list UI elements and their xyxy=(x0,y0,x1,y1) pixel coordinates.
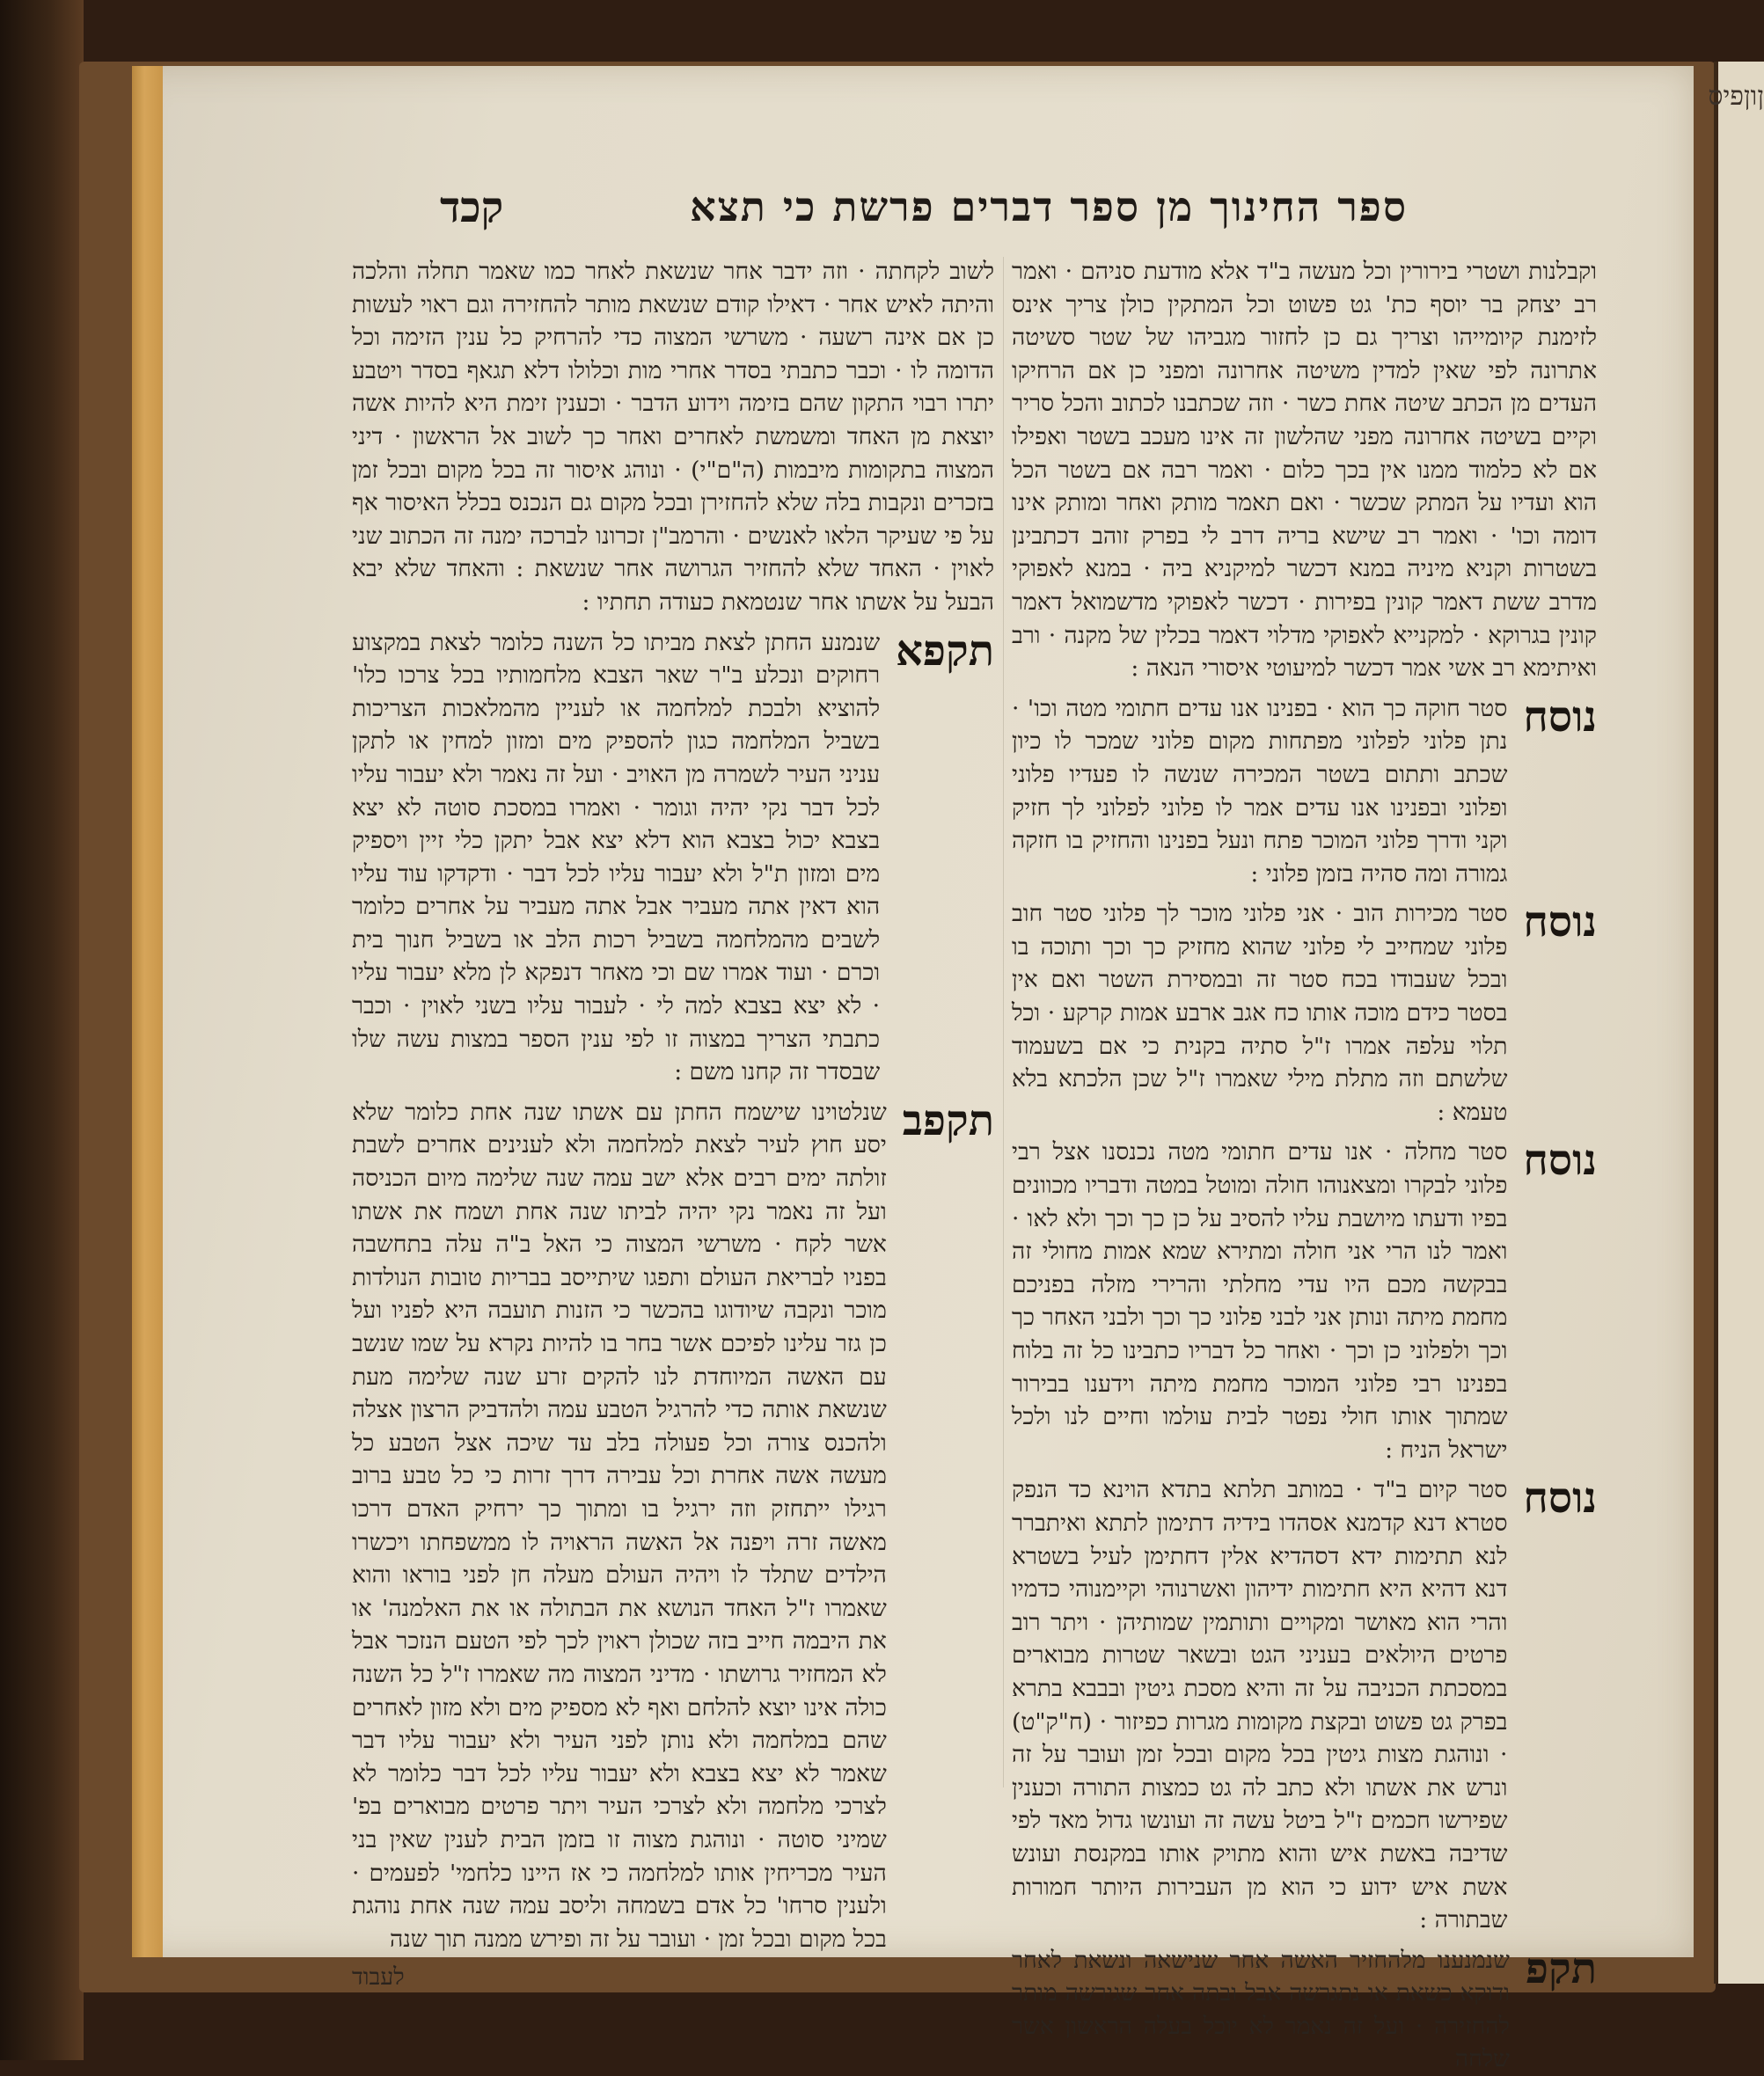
left-column-intro: לשוב לקחתה · וזה ידבר אחר שנשאת לאחר כמו שאמר תחלה והלכה והיתה לאיש אחר · דאילו קודם שנשאת מותר להחזירה וגם ראוי לעשות כן אם אינה רשעה · משרשי המצוה כדי להרחיק כל ענין הזימה וכל הדומה לו · וכבר כתבתי בסדר אחרי מות וכלולו דלא תגאף בסדר ויטבע יתרו רבוי התקון שהם בזימה וידוע הדבר · וכענין זימת היא להיות אשה יוצאת מן האחד ומשמשת לאחרים ואחר כך לשוב אל הראשון · דיני המצוה בתקומות מיבמות (ה"ם"י) · ונוהג איסור זה בכל מקום ובכל זמן בזכרים ונקבות בלה שלא להחזירן ובכל מקום גם הנכנס בכלל האיסור אף על פי שעיקר הלאו לאנשים · והרמב"ן זכרונו לברכה ימנה זה הכתוב שני לאוין · האחד שלא להחזיר הגרושה אחר שנשאת : והאחד שלא יבא הבעל על אשתו אחר שנטמאת כעודה תחתיו : xyxy=(352,258,994,616)
running-title: ספר החינוך מן ספר דברים פרשת כי תצא xyxy=(690,183,1408,230)
entry-heading: נוסח xyxy=(1523,691,1597,742)
entry-text: סטר חוקה כך הוא · בפנינו אנו עדים חתומי מטה וכו' · נתן פלוני לפלוני מפתחות מקום פלוני שמכר לו כיון שכתב ותתום בשטר המכירה שנשה לו פעדיו פלוני ופלוני ובפנינו אנו עדים אמר לו פלוני לפלוני לך חזיק וקני ודרך פלוני המוכר פתח ונעל בפנינו והחזיק בו חזקה גמורה ומה סהיה בזמן פלוני : xyxy=(1012,694,1508,888)
text-entry xyxy=(1012,1136,1597,1466)
entry-text: שנמנענו מלהחזיר האשה אחר שנישאה ונשאת לאחר ודוקא כשאת או נתגרשה אבל ובתה אחר שגירשה מותר להחזירה · ועל זה נאמר לא יוכל בעלה הראשון אשר שלחה xyxy=(1012,1946,1510,2073)
entry-text: שנמנע החתן לצאת מביתו כל השנה כלומר לצאת במקצוע רחוקים ונכלע ב"ר שאר הצבא מלחמותיו בכל צרכו כלו' להוציא ולבכת למלחמה או לעניין מהמלאכות הצריכות בשביל המלחמה כגון להספיק מים ומזון למחין או לתקן עניני העיר לשמרה מן האויב · ועל זה נאמר ולא יעבור עליו לכל דבר נקי יהיה וגומר · ואמרו במסכת סוטה לא יצא בצבא יכול בצבא הוא דלא יצא אבל יתקן כלי זיין ויספיק מים ומזון ת"ל ולא יעבור עליו לכל דבר · ודקדקו עוד עליו הוא דאין אתה מעביר אבל אתה מעביר על אחרים כלומר לשבים מהמלחמה בשביל רכות הלב או בשביל חנוך בית וכרם · ועוד אמרו שם וכי מאחר דנפקא לן מלא יעבור עליו · לא יצא בצבא למה לי · לעבור עליו בשני לאוין · וכבר כתבתי הצריך במצוה זו לפי ענין הספר במצות עשה שלו שבסדר זה קחנו משם : xyxy=(352,628,881,1086)
text-entry xyxy=(1012,897,1597,1129)
entry-heading: נוסח xyxy=(1523,1136,1597,1186)
entry-text: סטר מחלה · אנו עדים חתומי מטה נכנסנו אצל רבי פלוני לבקרו ומצאנוהו חולה ומוטל במטה ודבריו מכוונים בפיו ודעתו מיושבת עליו להסיב על כן כך וכך ולא לאו · ואמר לנו הרי אני חולה ומתירא שמא אמות מחולי זה בבקשה מכם היו עדי מחלתי והרירי מזלה בפניכם מחמת מיתה ונותן אני לבני פלוני כך וכך ולבני האחר כך וכך ולפלוני כן וכך · ואחר כל דבריו כתבינו כל זה בלוח בפנינו רבי פלוני המוכר מחמת מיתה וידענו בבירור שמתוך אותו חולי נפטר לבית עולמו וחיים לנו ולכל ישראל הניח : xyxy=(1012,1138,1508,1464)
book-cover-edge xyxy=(0,0,84,2060)
entry-text: סטר קיום ב"ד · במותב תלתא בתדא הוינא כד הנפק סטרא דנא קדמנא אסהדו בידיה דתימון לתתא ואיתברר לנא תתימות ידא דסהדיא אלין דחתימן לעיל בשטרא דנא דהיא היא חתימות ידיהון ואשרנוהי וקיימנוהי כדמיו והרי הוא מאושר ומקויים ותותמין שמותיהן · ויתר רוב פרטים היולאים בעניני הגט ובשאר שטרות מבוארים במסכתת הכניבה על זה והיא מסכת גיטין ובבבא בתרא בפרק גט פשוט ובקצת מקומות מגרות כפיזור · (ח"ק"ט) · ונוהגת מצות גיטין בכל מקום ובכל זמן ועובר על זה ונרש את אשתו ולא כתב לה גט כמצות התורה וכענין שפירשו חכמים ז"ל ביטל עשה זה ועונשו גדול מאד לפי שדיבה באשת איש והוא מתויק אותו במקנסת ועונש אשת איש ידוע כי הוא מן העבירות היותר חמורות שבתורה : xyxy=(1012,1476,1508,1934)
entry-heading: תקפ xyxy=(1525,1943,1597,1993)
catchword: לעבוד xyxy=(352,1963,405,1992)
text-entry xyxy=(1012,692,1597,891)
text-entry xyxy=(1012,1473,1597,1936)
right-column-intro: וקבלנות ושטרי בירורין וכל מעשה ב"ד אלא מודעת סניהם · ואמר רב יצחק בר יוסף כת' גט פשוט וכל המתקין כולן צריך אינס לזימנת קיומייהו וצריך גם כן לחזור מגביהו של שטר סשיטה אתרונה לפי שאין למדין משיטה אחרונה ומפני כן אם הרחיקו העדים מן הכתב שיטה אחת כשר · וזה שכתבנו לכתוב והכל סריר וקיים בשיטה אחרונה מפני שהלשון זה אינו מעכב בשטר ואפילו אם לא כלמוד ממנו אין בכך כלום · ואמר רבה אם בשטר הכל הוא ועדיו על המתק שכשר · ואם תאמר מותק ואחר ומותק אינו דומה וכו' · ואמר רב שישא בריה דרב לי בפרק זוהב דכתבינן בשטרות וקניא מיניה במנא דכשר למיקניא ביה · במנא לאפוקי מדרב ששת דאמר קונין בפירות · דכשר לאפוקי מדשמואל דאמר קונין בגרוקא · למקנייא לאפוקי מדלוי דאמר בכלין של מקנה · ורב ואיתימא רב אשי אמר דכשר למיעוטי איסורי הנאה : xyxy=(1012,258,1597,683)
column-divider xyxy=(1003,257,1004,1787)
entry-heading: נוסח xyxy=(1523,1473,1597,1524)
next-page-edge xyxy=(1708,62,1764,1984)
folio-number: קכד xyxy=(440,183,504,232)
right-column xyxy=(1012,255,1597,2073)
entry-heading: תקפא xyxy=(896,625,994,676)
entry-text: שנלטוינו שישמח החתן עם אשתו שנה אחת כלומר שלא יסע חוץ לעיר לצאת למלחמה ולא לענינים אחרים לשבת זולתה ימים רבים אלא ישב עמה שנה שלימה מיום הכניסה ועל זה נאמר נקי יהיה לביתו שנה אחת ושמח את אשתו אשר לקח · משרשי המצוה כי האל ב"ה עלה בתחשבה בפניו לבריאת העולם ותפגו שיתייסב בבריות טובות הנולדות מוכר ונקבה שיודוגו בהכשר כי הזנות תועבה היא לפניו ועל כן גזר עלינו לפיכם אשר בחר בו להיות נקרא על שמו שנשב עם האשה המיוחדת לנו להקים זרע שנה שלימה מעת שנשאת אותה כדי להרגיל הטבע עמה ולהדביק הרצון אצלה ולהכנס צורה וכל פעולה בלב עד שיכה אצל הטבע כל מעשה אשה אחרת וכל עבירה דרך זרות כי כל טבע ברוב רגילו ייתחזק וזה ירגיל בו ומתוך כך ירחיק האדם דרכו מאשה זרה ויפנה אל האשה הראויה לו ממשפחתו ויכשרו הילדים שתלד לו ויהיה העולם מעלה חן לפני בוראו והוא שאמרו ז"ל האחד הנושא את הבתולה או את האלמנה' או את היבמה חייב בזה שכולן ראוין לכך לפי הטעם הנזכר אבל לא המחזיר גרושתו · מדיני המצוה מה שאמרו ז"ל כל השנה כולה אינו יוצא להלחם ואף לא מספיק מים ולא מזון לאחרים שהם במלחמה ולא נותן לפני העיר ולא יעבור עליו דבר שאמר לא יצא בצבא ולא יעבור עליו לכל דבר כלומר לא לצרכי מלחמה ולא לצרכי העיר ויתר פרטים מבוארים בפ' שמיני סוטה · ונוהגת מצוה זו בזמן הבית לענין שאין בני העיר מכריחין אותו למלחמה כי אז היינו כלחמי' לפעמים · ולענין סרחו' כל אדם בשמחה וליסב עמה שנה אחת נוהגת בכל מקום ובכל זמן · ועובר על זה ופירש ממנה תוך שנה xyxy=(352,1098,887,1953)
entry-heading: תקפב xyxy=(902,1095,994,1145)
page-gilt-edge xyxy=(132,66,163,1957)
left-column xyxy=(352,255,994,1992)
text-entry xyxy=(352,626,994,1089)
text-entry xyxy=(1012,1944,1597,2076)
next-page-fragment: ןוןפיס xyxy=(1708,81,1764,112)
entry-heading: נוסח xyxy=(1523,897,1597,947)
text-entry xyxy=(352,1096,994,1955)
entry-text: סטר מכירות הוב · אני פלוני מוכר לך פלוני סטר חוב פלוני שמחייב לי פלוני שהוא מחזיק כך וכך ותוכה בו ובכל שעבודו בכח סטר זה ובמסירת השטר ואם אין בסטר כידם מוכה אותו כח אגב ארבע אמות קרקע · וכל תלוי עלפה אמרו ז"ל סתיה בקנית כי אם בשעמוד שלשתם וזה מתלת מילי שאמרו ז"ל שכן הלכתא בלא טעמא : xyxy=(1012,900,1508,1126)
page-header xyxy=(440,183,1408,245)
